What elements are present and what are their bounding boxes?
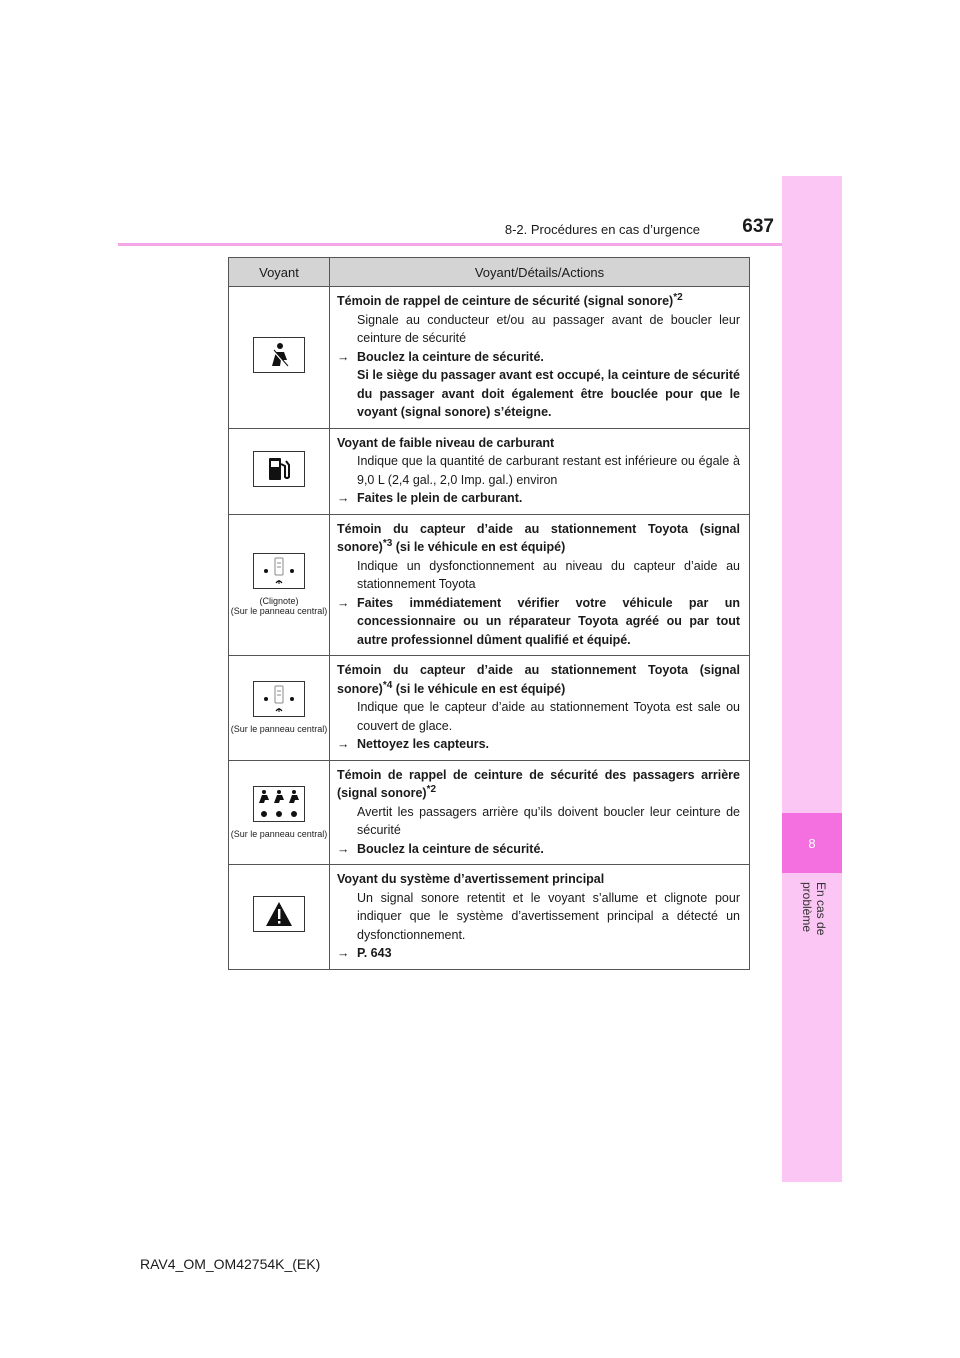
indicator-description: Indique que la quantité de carburant restant est inférieure ou égale à 9,0 L (2,4 gal., 2,0 Imp. gal.) environ (357, 454, 740, 487)
master-warning-icon (253, 896, 305, 932)
footnote-mark: *4 (382, 679, 393, 691)
warning-lights-table (228, 257, 750, 970)
action-instruction (337, 489, 740, 508)
indicator-caption: (Sur le panneau central) (230, 828, 328, 839)
header-divider (118, 243, 842, 246)
arrow-right-icon: → (337, 841, 350, 856)
action-instruction (337, 840, 740, 859)
arrow-right-icon: → (337, 349, 350, 364)
parking-sensor-icon (253, 681, 305, 717)
indicator-cell (229, 514, 330, 656)
indicator-cell (229, 760, 330, 865)
indicator-title-suffix: (si le véhicule en est équipé) (392, 540, 566, 554)
indicator-caption: (Clignote) (Sur le panneau central) (230, 596, 328, 617)
arrow-right-icon: → (337, 491, 350, 505)
indicator-cell (229, 428, 330, 514)
indicator-title-suffix: (si le véhicule en est équipé) (392, 681, 566, 696)
indicator-title (337, 661, 740, 698)
rear-seatbelt-icon (253, 786, 305, 822)
indicator-title-text: Témoin du capteur d’aide au stationnement Toyota (signal sonore) (337, 663, 740, 696)
chapter-side-tab (782, 176, 842, 1182)
table-row (229, 514, 750, 656)
action-text: Bouclez la ceinture de sécurité. (357, 841, 544, 856)
details-cell (330, 656, 750, 761)
footnote-mark: *2 (426, 783, 437, 795)
indicator-title (337, 434, 740, 453)
table-row (229, 428, 750, 514)
action-instruction (337, 944, 740, 963)
indicator-cell (229, 656, 330, 761)
arrow-right-icon: → (337, 946, 350, 960)
indicator-title-text: Témoin de rappel de ceinture de sécurité (signal sonore) (337, 294, 674, 308)
action-note: Si le siège du passager avant est occupé, la ceinture de sécurité du passager avant doit également être bouclée pour que le voyant (signal sonore) s’éteigne. (357, 368, 740, 419)
indicator-title-text: Témoin du capteur d’aide au stationnement Toyota (signal sonore) (337, 521, 740, 554)
footnote-mark: *3 (382, 537, 393, 549)
parking-sensor-icon (253, 553, 305, 589)
indicator-title-text: Voyant du système d’avertissement principal (337, 872, 605, 886)
page-number: 637 (742, 216, 774, 237)
document-code: RAV4_OM_OM42754K_(EK) (140, 1256, 321, 1272)
indicator-cell (229, 865, 330, 970)
action-text: Faites immédiatement vérifier votre véhicule par un concessionnaire ou un réparateur Toyota agréé ou par tout autre professionnel dûment qualifié et équipé. (357, 595, 740, 647)
indicator-title (337, 292, 740, 311)
action-instruction (337, 348, 740, 367)
column-header-details: Voyant/Détails/Actions (330, 258, 750, 287)
details-cell (330, 428, 750, 514)
fuel-pump-icon (253, 451, 305, 487)
table-row (229, 760, 750, 865)
indicator-description: Signale au conducteur et/ou au passager avant de boucler leur ceinture de sécurité (357, 312, 740, 345)
section-title: 8-2. Procédures en cas d’urgence (504, 222, 700, 237)
indicator-title-text: Témoin de rappel de ceinture de sécurité des passagers arrière (signal sonore) (337, 767, 740, 800)
indicator-description: Indique un dysfonctionnement au niveau du capteur d’aide au stationnement Toyota (357, 558, 740, 591)
indicator-title (337, 870, 740, 889)
arrow-right-icon: → (337, 595, 350, 610)
indicator-cell (229, 287, 330, 429)
arrow-right-icon: → (337, 737, 350, 751)
seatbelt-warning-icon (253, 337, 305, 373)
details-cell (330, 514, 750, 656)
indicator-caption: (Sur le panneau central) (230, 724, 328, 735)
footnote-mark: *2 (673, 291, 683, 303)
details-cell (330, 760, 750, 865)
indicator-title (337, 766, 740, 803)
table-header-row (229, 258, 750, 287)
action-instruction (337, 594, 740, 650)
indicator-description: Un signal sonore retentit et le voyant s’allume et clignote pour indiquer que le système d’avertissement principal a détecté un dysfonctionnement. (357, 890, 740, 942)
details-cell (330, 287, 750, 429)
details-cell (330, 865, 750, 970)
action-text: P. 643 (357, 946, 392, 960)
action-text: Bouclez la ceinture de sécurité. (357, 349, 544, 364)
chapter-title: En cas de problème (800, 882, 828, 936)
indicator-title-text: Voyant de faible niveau de carburant (337, 435, 555, 450)
action-text: Nettoyez les capteurs. (357, 737, 489, 751)
table-row (229, 865, 750, 970)
action-text: Faites le plein de carburant. (357, 491, 523, 505)
chapter-number: 8 (782, 813, 842, 873)
indicator-description: Avertit les passagers arrière qu’ils doivent boucler leur ceinture de sécurité (357, 804, 740, 837)
table-row (229, 287, 750, 429)
indicator-title (337, 520, 740, 557)
table-row (229, 656, 750, 761)
action-instruction (337, 735, 740, 754)
column-header-indicator: Voyant (229, 258, 330, 287)
indicator-description: Indique que le capteur d’aide au stationnement Toyota est sale ou couvert de glace. (357, 700, 740, 733)
